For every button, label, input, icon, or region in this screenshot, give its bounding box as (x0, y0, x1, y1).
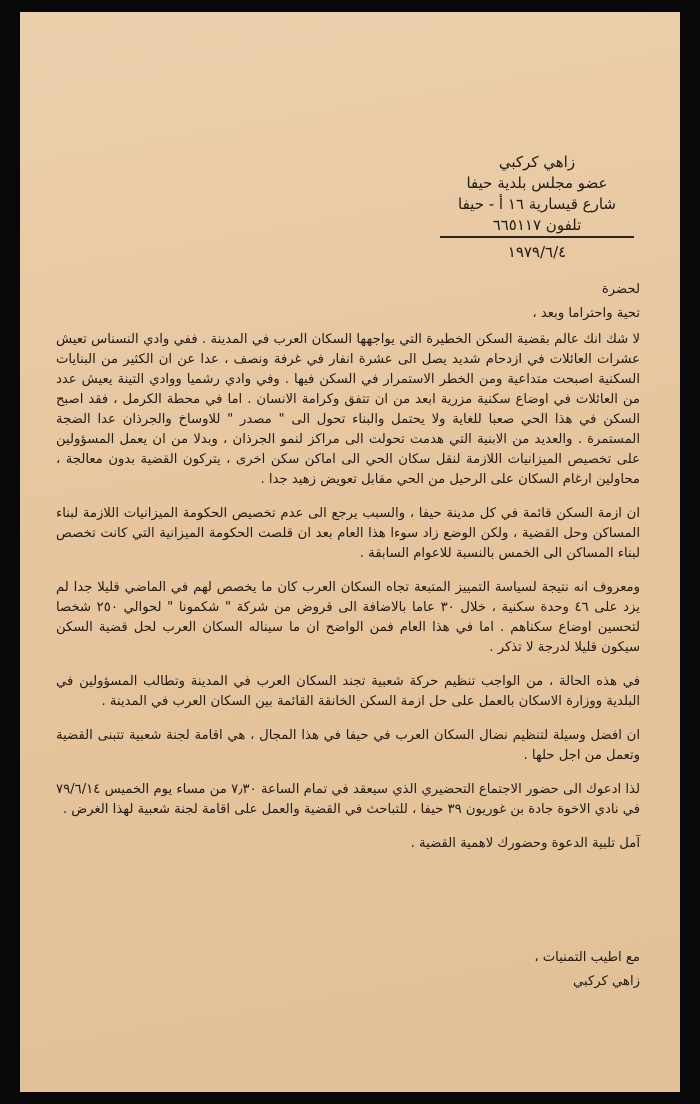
letter-date: ١٩٧٩/٦/٤ (507, 243, 567, 261)
letter-page (20, 12, 680, 1092)
paragraph-discrimination: ومعروف انه نتيجة لسياسة التمييز المتبعة تجاه السكان العرب كان ما يخصص لهم في الماضي قليلا جدا لم يزد على ٤٦ وحدة سكنية ، خلال ٣٠ عاما بالاضافة الى قروض من شركة " شكمونا " لحوالي ٢٥٠ شخصا لتحسين اوضاع سكناهم . اما في هذا العام فمن الواضح ان ما سيناله السكان العرب لحل قضية السكن سيكون قليلا لدرجة لا تذكر . (56, 580, 640, 655)
sender-block (422, 152, 652, 263)
paragraph-hope: آمل تلبية الدعوة وحضورك لاهمية القضية . (410, 836, 640, 851)
paragraph-invitation: لذا ادعوك الى حضور الاجتماع التحضيري الذي سيعقد في تمام الساعة ٧٫٣٠ من مساء يوم الخميس ٧٩/٦/١٤ في نادي الاخوة جادة بن غوريون ٣٩ حيفا ، للتباحث في القضية والعمل على اقامة لجنة شعبية لهذا الغرض . (56, 782, 640, 817)
closing-line: مع اطيب التمنيات ، (534, 950, 640, 965)
signature-name: زاهي كركبي (573, 974, 640, 989)
sender-underline (440, 236, 634, 238)
sender-address: شارع قيسارية ١٦ أ - حيفا (458, 195, 616, 213)
paragraph-housing-crisis: لا شك انك عالم بقضية السكن الخطيرة التي يواجهها السكان العرب في المدينة . ففي وادي النسناس تعيش عشرات العائلات في ازدحام شديد يصل الى عشرة انفار في غرفة ونصف ، عدا عن ان الكثير من البنايات السكنية اصبحت متداعية ومن الخطر الاستمرار في السكن فيها . وفي وادي رشميا ووادي التينة يعيش عدد من العائلات في اوضاع سكنية مزرية ابعد من ان تتفق وكرامة الانسان . اما في محطة الكرمل ، فقد اصبح السكن في هذا الحي صعبا للغاية ولا يحتمل والبناء تحول الى " مصدر " للاوساخ والجرذان عدا الضجة المستمرة . والعديد من الابنية التي هدمت تحولت الى مراكز لنمو الجرذان ، وبدلا من ان يعمل المسؤولين على تخصيص الميزانيات اللازمة لنقل سكان الحي الى اماكن سكن اخرى ، يتركون القضية بدون معالجة ، محاولين ارغام السكان على الرحيل من الحي مقابل تعويض زهيد جدا . (56, 332, 640, 487)
sender-name: زاهي كركبي (498, 153, 576, 171)
paragraph-popular-movement: في هذه الحالة ، من الواجب تنظيم حركة شعبية تجند السكان العرب في المدينة وتطالب المسؤولين في البلدية ووزارة الاسكان بالعمل على حل ازمة السكن الخانقة القائمة بين السكان العرب في المدينة . (56, 674, 640, 709)
paragraph-budget: ان ازمة السكن قائمة في كل مدينة حيفا ، والسبب يرجع الى عدم تخصيص الحكومة الميزانيات اللازمة لبناء المساكن وحل القضية ، ولكن الوضع زاد سوءا هذا العام بعد ان قلصت الحكومة الميزانية التي كانت تخصص لبناء المساكن الى الخمس بالنسبة للاعوام السابقة . (56, 506, 640, 561)
greeting-line: تحية واحتراما وبعد ، (532, 306, 640, 321)
sender-phone: تلفون ٦٦٥١١٧ (492, 216, 582, 234)
signature-block (420, 946, 640, 994)
paragraph-committee: ان افضل وسيلة لتنظيم نضال السكان العرب في حيفا في هذا المجال ، هي اقامة لجنة شعبية تتبنى القضية وتعمل من اجل حلها . (56, 728, 640, 763)
recipient-line: لحضرة (601, 282, 640, 297)
letter-body (56, 280, 640, 868)
sender-role: عضو مجلس بلدية حيفا (466, 174, 608, 192)
